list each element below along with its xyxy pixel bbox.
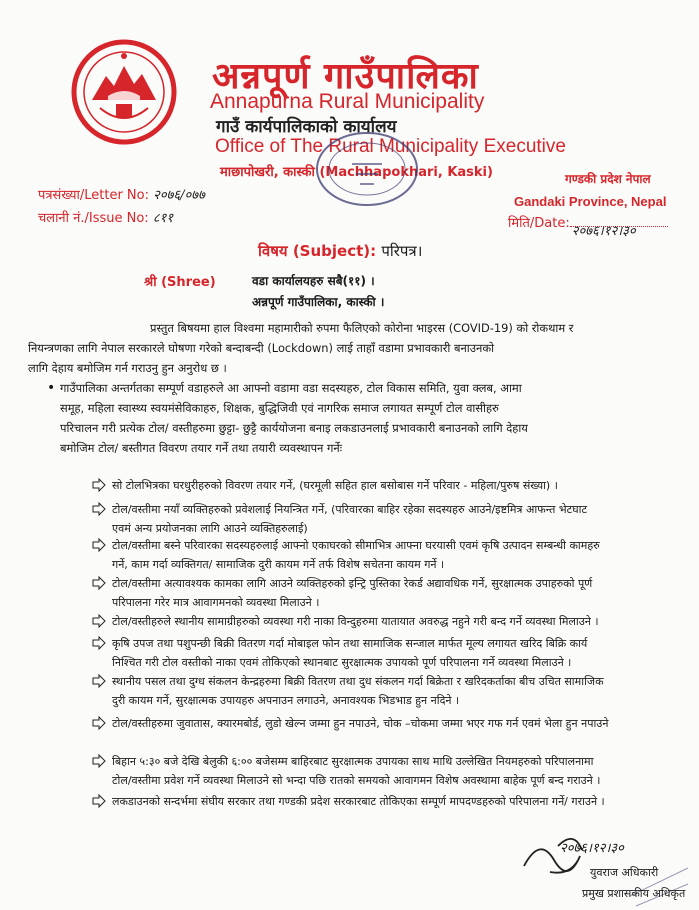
letter-number	[38, 185, 205, 203]
recipient-line-2: अन्नपूर्ण गाउँपालिका, कास्की ।	[252, 295, 385, 309]
directive-line: निश्चित गरी टोल वस्तीको नाका एवमं तोकिएको स्थानबाट सुरक्षात्मक उपायको पूर्ण परिपालना गर्ने व्यवस्था मिलाउने ।	[112, 656, 572, 669]
directive-line: बिहान ५:३० बजे देखि बेलुकी ६:०० बजेसम्म बाहिरबाट सुरक्षात्मक उपायका साथ माथि उल्लेखित नियमहरुको परिपालनामा	[112, 755, 594, 768]
directive-item	[112, 752, 677, 790]
directive-item	[112, 792, 677, 811]
directive-item	[112, 672, 677, 710]
office-stamp	[312, 128, 422, 210]
directive-line: गर्ने, काम गर्दा व्यक्तिगत/ सामाजिक दुरी कायम गर्ने तर्फ विशेष सचेतना कायम गर्ने ।	[112, 558, 445, 571]
arrow-right-icon	[92, 502, 106, 516]
issue-number	[38, 208, 173, 226]
bullet-line: परिचालन गरी प्रत्येक टोल/ वस्तीहरुमा छुट्टा- छुट्टै कार्ययोजना बनाइ लकडाउनलाई प्रभावकारी बनाउनको लागि देहाय	[60, 421, 528, 435]
directive-item	[112, 476, 677, 495]
signatory-title: प्रमुख प्रशासकीय अधिकृत	[582, 887, 686, 900]
arrow-right-icon	[92, 636, 106, 650]
intro-line: प्रस्तुत बिषयमा हाल विश्वमा महामारीको रुपमा फैलिएको कोरोना भाइरस (COVID-19) को रोकथाम र	[150, 321, 574, 335]
directive-line: टोल/वस्तीमा बस्ने परिवारका सदस्यहरुलाई आफ्नो एकाघरको सीमाभित्र आफ्ना घरयासी एवमं कृषि उत्पादन सम्बन्धी कामहरु	[112, 539, 600, 552]
arrow-right-icon	[92, 576, 106, 590]
directive-item	[112, 714, 677, 733]
directive-item	[112, 500, 677, 538]
directive-line: टोल/वस्तीहरुले स्थानीय सामाग्रीहरुको व्यवस्था गरी नाका विन्दुहरुमा यातायात अवरुद्ध नहुने गरी बन्द गर्ने व्यवस्था मिलाउने ।	[112, 615, 599, 628]
signatory-name: युवराज अधिकारी	[590, 866, 659, 879]
directive-line: परिपालना गरेर मात्र आवागमनको व्यवस्था मिलाउने ।	[112, 596, 320, 609]
office-name-nepali: गाउँ कार्यपालिकाको कार्यालय	[216, 117, 397, 137]
date-value: २०७६।१२।३०	[571, 224, 636, 239]
province-english: Gandaki Province, Nepal	[514, 194, 667, 209]
directive-line: सो टोलभित्रका घरधुरीहरुको विवरण तयार गर्ने, (घरमूली सहित हाल बसोबास गर्ने परिवार - महिला/पुरुष संख्या) ।	[112, 479, 558, 492]
office-name-english: Office of The Rural Municipality Executive	[215, 136, 566, 157]
issue-number-value: ८११	[152, 211, 174, 226]
province-nepali: गण्डकी प्रदेश नेपाल	[565, 172, 651, 186]
directive-line: टोल/वस्तीमा प्रवेश गर्ने व्यवस्था मिलाउने सो भन्दा पछि रातको समयको आवागमन विशेष अवस्थामा बाहेक पूर्ण बन्द गराउने ।	[112, 774, 601, 787]
arrow-right-icon	[92, 538, 106, 552]
arrow-right-icon	[92, 794, 106, 808]
municipality-name-nepali: अन्नपूर्ण गाउँपालिका	[212, 56, 479, 97]
issue-number-label: चलानी नं./Issue No:	[38, 211, 149, 226]
directive-item	[112, 612, 677, 631]
directive-line: टोल/वस्तीमा अत्यावश्यक कामका लागि आउने व्यक्तिहरुको इन्ट्रि पुस्तिका रेकर्ड अद्यावधिक गर्ने, सुरक्षात्मक उपाहरुको पूर्ण	[112, 577, 593, 590]
directive-item	[112, 574, 677, 612]
subject-value: परिपत्र।	[381, 242, 423, 260]
letter-date	[508, 213, 668, 239]
directive-line: एवमं अन्य प्रयोजनका लागि आउने व्यक्तिहरुलाई)	[112, 522, 308, 535]
directive-line: स्थानीय पसल तथा दुग्ध संकलन केन्द्रहरुमा बिक्री वितरण तथा दुध संकलन गर्दा बिक्रेता र खरिदकर्ताका बीच उचित सामाजिक	[112, 675, 604, 688]
directive-line: दुरी कायम गर्ने, सुरक्षात्मक उपायहरु अपनाउन लगाउने, अनावश्यक भिडभाड हुन नदिने ।	[112, 694, 460, 707]
directive-line: कृषि उपज तथा पशुपन्छी बिक्री वितरण गर्दा मोबाइल फोन तथा सामाजिक सन्जाल मार्फत मूल्य लगायत खरिद बिक्रि कार्य	[112, 637, 588, 650]
letter-number-label: पत्रसंख्या/Letter No:	[38, 188, 149, 203]
directive-line: टोल/वस्तीहरुमा जुवातास, क्यारमबोर्ड, लुडो खेल्न जम्मा हुन नपाउने, चोक –चोकमा जम्मा भएर गफ गर्न एवमं भेला हुन नपाउने	[112, 717, 609, 730]
recipient-honorific: श्री (Shree)	[144, 275, 216, 290]
municipality-name-english: Annapurna Rural Municipality	[210, 90, 485, 113]
directive-item	[112, 634, 677, 672]
municipality-emblem-logo	[70, 38, 178, 146]
intro-line: नियन्त्रणका लागि नेपाल सरकारले घोषणा गरेको बन्दाबन्दी (Lockdown) लाई ताहाँ वडामा प्रभावकारी बनाउनको	[28, 341, 495, 355]
office-address: माछापोखरी, कास्की (Machhapokhari, Kaski)	[220, 165, 493, 180]
bullet-line: समूह, महिला स्वास्थ्य स्वयमंसेविकाहरु, शिक्षक, बुद्धिजिवी एवं नागरिक समाज लगायत सम्पूर्ण टोल वासीहरु	[60, 401, 499, 415]
bullet-line: बमोजिम टोल/ बस्तीगत विवरण तयार गर्ने तथा तयारी व्यवस्थापन गर्नेः	[60, 441, 343, 455]
arrow-right-icon	[92, 716, 106, 730]
bullet-line: • गाउँपालिका अन्तर्गतका सम्पूर्ण वडाहरुले आ आफ्नो वडामा वडा सदस्यहरु, टोल विकास समिति, युवा क्लब, आमा	[60, 381, 522, 395]
recipient-line-1: वडा कार्यालयहरु सबै(११) ।	[252, 274, 375, 288]
main-bullet-paragraph	[60, 378, 680, 458]
letter-number-value: २०७६/०७७	[153, 188, 205, 203]
subject-line	[258, 241, 422, 261]
directive-item	[112, 536, 677, 574]
directive-line: लकडाउनको सन्दर्भमा संघीय सरकार तथा गण्डकी प्रदेश सरकारबाट तोकिएका सम्पूर्ण मापदण्डहरुको परिपालना गर्ने/ गराउने ।	[112, 795, 605, 808]
intro-paragraph	[28, 318, 678, 378]
subject-label: विषय (Subject):	[258, 242, 377, 260]
arrow-right-icon	[92, 614, 106, 628]
intro-line: लागि देहाय बमोजिम गर्न गराउनु हुन अनुरोध छ ।	[28, 361, 227, 375]
directive-line: टोल/वस्तीमा नयाँ व्यक्तिहरुको प्रवेशलाई नियन्त्रित गर्ने, (परिवारका बाहिर रहेका सदस्यहरु आउने/इष्टमित्र आफन्त भेटघाट	[112, 503, 588, 516]
arrow-right-icon	[92, 478, 106, 492]
date-label: मिति/Date:	[508, 216, 570, 231]
signature-date: २०७६।१२।३०	[560, 841, 624, 856]
arrow-right-icon	[92, 674, 106, 688]
arrow-right-icon	[92, 754, 106, 768]
